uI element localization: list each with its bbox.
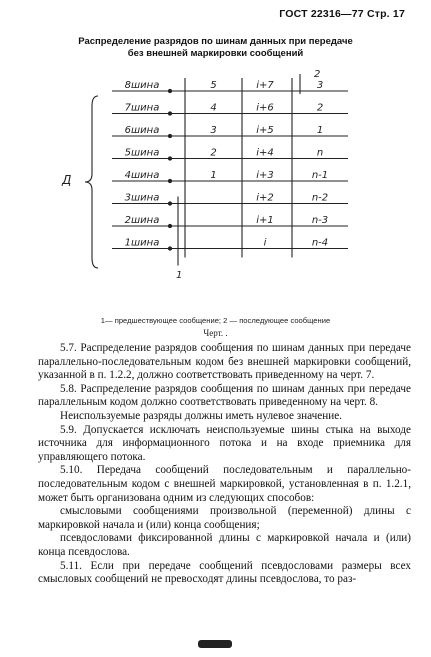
column-2-value: i bbox=[263, 237, 267, 249]
paragraph-5-10: 5.10. Передача сообщений последовательным и параллельно-последовательным кодом с внешней маркировкой, установленная в п. 1.2.1, может быть организована одним из следующих способов: bbox=[38, 464, 411, 504]
paragraph-5-9: 5.9. Допускается исключать неиспользуемые шины стыка на выходе источника для информационного потока и на входе приемника для управляющего потока. bbox=[38, 423, 411, 463]
bus-line-node bbox=[168, 247, 171, 250]
bus-line-node bbox=[168, 112, 171, 115]
marker-previous-message: 1 bbox=[176, 270, 183, 281]
column-2-value: i+7 bbox=[256, 80, 274, 91]
paragraph-5-7: 5.7. Распределение разрядов сообщения по шинам данных при передаче параллельно-последовательным кодом без внешней маркировки сообщений, указанной в п. 1.2.2, должно соответствовать приведенному на черт. 7. bbox=[38, 342, 411, 382]
marker-next-message: 2 bbox=[314, 69, 321, 80]
column-3-value: n-3 bbox=[311, 215, 329, 226]
paragraph-method-1: смысловыми сообщениями произвольной (переменной) длины с маркировкой начала и (или) конца сообщения; bbox=[38, 505, 411, 531]
figure-title-line-2: без внешней маркировки сообщений bbox=[127, 48, 304, 59]
column-1-value: 1 bbox=[210, 170, 217, 181]
body-text bbox=[38, 342, 411, 587]
bus-label: 3шина bbox=[124, 192, 160, 204]
bus-label: 5шина bbox=[124, 147, 160, 159]
column-3-value: 1 bbox=[316, 125, 324, 136]
column-2-value: i+1 bbox=[256, 215, 274, 226]
column-2-value: i+4 bbox=[256, 147, 274, 159]
column-1-value: 2 bbox=[210, 147, 217, 159]
diagram-labels bbox=[125, 80, 329, 249]
bus-line-node bbox=[168, 134, 171, 137]
paragraph-unused-bits: Неиспользуемые разряды должны иметь нулевое значение. bbox=[60, 409, 342, 422]
brace-label: Д bbox=[62, 173, 72, 187]
column-3-value: n-4 bbox=[311, 237, 329, 249]
bus-label: 7шина bbox=[124, 102, 160, 114]
bus-label: 6шина bbox=[124, 125, 160, 136]
column-3-value: 3 bbox=[316, 80, 324, 91]
column-2-value: i+2 bbox=[256, 192, 274, 204]
column-2-value: i+5 bbox=[256, 125, 274, 136]
figure-title-line-1: Распределение разрядов по шинам данных при передаче bbox=[78, 36, 353, 47]
figure-caption: 1— предшествующее сообщение; 2 — последующее сообщение bbox=[100, 316, 331, 325]
column-1-value: 4 bbox=[210, 102, 217, 114]
column-2-value: i+6 bbox=[256, 102, 274, 114]
column-1-value: 3 bbox=[210, 125, 217, 136]
column-3-value: 2 bbox=[316, 102, 324, 114]
column-3-value: n-2 bbox=[311, 192, 329, 204]
bus-distribution-diagram bbox=[0, 0, 431, 320]
bus-label: 2шина bbox=[124, 215, 160, 226]
bus-line-node bbox=[168, 157, 171, 160]
left-brace bbox=[85, 96, 98, 268]
column-1-value: 5 bbox=[210, 80, 217, 91]
column-3-value: n bbox=[316, 147, 324, 159]
bus-label: 8шина bbox=[124, 80, 160, 91]
figure-number: Черт. . bbox=[203, 328, 228, 338]
paragraph-method-2: псевдословами фиксированной длины с маркировкой начала и (или) конца псевдослова. bbox=[38, 532, 411, 558]
bus-label: 1шина bbox=[124, 237, 160, 249]
bus-line-node bbox=[168, 179, 171, 182]
paragraph-5-8: 5.8. Распределение разрядов сообщения по шинам данных при передаче параллельным кодом должно соответствовать приведенному на черт. 8. bbox=[38, 382, 411, 409]
column-2-value: i+3 bbox=[256, 170, 274, 181]
footer-stamp bbox=[198, 640, 232, 648]
bus-line-node bbox=[168, 89, 171, 92]
bus-line-node bbox=[168, 202, 171, 205]
page-header: ГОСТ 22316—77 Стр. 17 bbox=[279, 8, 405, 20]
column-3-value: n-1 bbox=[311, 170, 329, 181]
paragraph-5-11: 5.11. Если при передаче сообщений псевдословами размеры всех смысловых сообщений не превосходят длины псевдослова, то раз- bbox=[38, 559, 411, 586]
bus-label: 4шина bbox=[124, 170, 160, 181]
bus-line-node bbox=[168, 224, 171, 227]
